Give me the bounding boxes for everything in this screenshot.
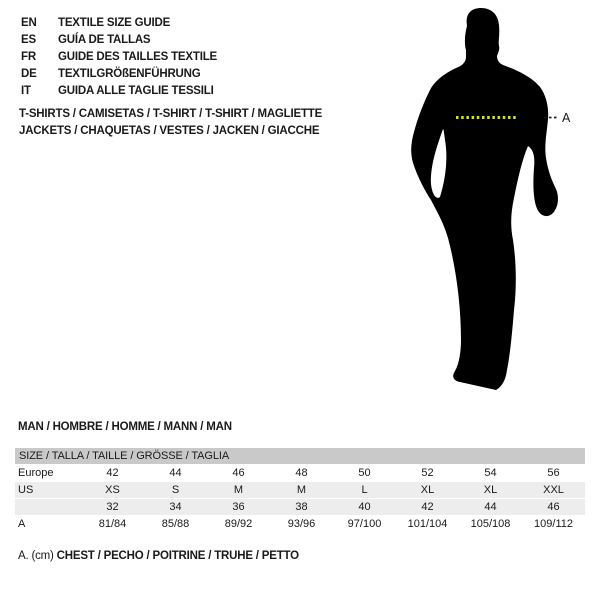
man-silhouette	[400, 0, 600, 400]
table-header-row	[15, 448, 585, 465]
language-row	[21, 66, 217, 83]
category-lines	[19, 106, 322, 140]
size-cell: 44	[144, 465, 207, 482]
size-cell: M	[270, 482, 333, 499]
row-label: A	[15, 516, 81, 533]
row-label	[15, 499, 81, 516]
size-table	[15, 448, 585, 532]
size-cell: L	[333, 482, 396, 499]
language-label: TEXTILGRÖßENFÜHRUNG	[58, 68, 201, 80]
size-cell: 40	[333, 499, 396, 516]
section-title-man: MAN / HOMBRE / HOMME / MANN / MAN	[18, 421, 232, 433]
language-list	[21, 15, 217, 100]
language-code: DE	[21, 68, 37, 80]
size-cell: 34	[144, 499, 207, 516]
language-label: GUÍA DE TALLAS	[58, 34, 151, 46]
row-label: US	[15, 482, 81, 499]
size-cell: XS	[81, 482, 144, 499]
size-cell: 81/84	[81, 516, 144, 533]
size-cell: 56	[522, 465, 585, 482]
size-cell: 52	[396, 465, 459, 482]
size-cell: S	[144, 482, 207, 499]
size-cell: 32	[81, 499, 144, 516]
size-cell: 101/104	[396, 516, 459, 533]
size-cell: XXL	[522, 482, 585, 499]
language-row	[21, 15, 217, 32]
size-cell: 105/108	[459, 516, 522, 533]
language-row	[21, 49, 217, 66]
size-cell: 85/88	[144, 516, 207, 533]
size-cell: XL	[396, 482, 459, 499]
size-cell: 109/112	[522, 516, 585, 533]
language-code: FR	[21, 51, 36, 63]
size-cell: 44	[459, 499, 522, 516]
footnote-prefix: A. (cm)	[18, 550, 54, 562]
size-cell: 93/96	[270, 516, 333, 533]
table-header-label: SIZE / TALLA / TAILLE / GRÖSSE / TAGLIA	[15, 448, 585, 465]
category-line: T-SHIRTS / CAMISETAS / T-SHIRT / T-SHIRT / MAGLIETTE	[19, 108, 323, 120]
size-cell: 54	[459, 465, 522, 482]
size-cell: 50	[333, 465, 396, 482]
size-cell: M	[207, 482, 270, 499]
size-cell: 42	[81, 465, 144, 482]
measure-label-a: A	[562, 111, 571, 125]
silhouette-body	[411, 8, 558, 390]
language-row	[21, 83, 217, 100]
category-line: JACKETS / CHAQUETAS / VESTES / JACKEN / GIACCHE	[19, 125, 320, 137]
language-code: IT	[21, 85, 31, 97]
table-row	[15, 516, 585, 533]
man-figure	[400, 0, 600, 400]
language-row	[21, 32, 217, 49]
size-cell: 46	[522, 499, 585, 516]
size-cell: 38	[270, 499, 333, 516]
table-row	[15, 465, 585, 482]
size-cell: 42	[396, 499, 459, 516]
footnote-label: CHEST / PECHO / POITRINE / TRUHE / PETTO	[56, 550, 299, 562]
table-row	[15, 499, 585, 516]
size-cell: XL	[459, 482, 522, 499]
language-code: ES	[21, 34, 36, 46]
footnote	[18, 550, 299, 562]
size-cell: 46	[207, 465, 270, 482]
size-cell: 97/100	[333, 516, 396, 533]
size-cell: 48	[270, 465, 333, 482]
language-label: GUIDE DES TAILLES TEXTILE	[58, 51, 217, 63]
size-cell: 36	[207, 499, 270, 516]
language-label: TEXTILE SIZE GUIDE	[58, 17, 171, 29]
row-label: Europe	[15, 465, 81, 482]
language-code: EN	[21, 17, 37, 29]
size-table-body	[15, 465, 585, 533]
table-row	[15, 482, 585, 499]
language-label: GUIDA ALLE TAGLIE TESSILI	[58, 85, 214, 97]
size-cell: 89/92	[207, 516, 270, 533]
